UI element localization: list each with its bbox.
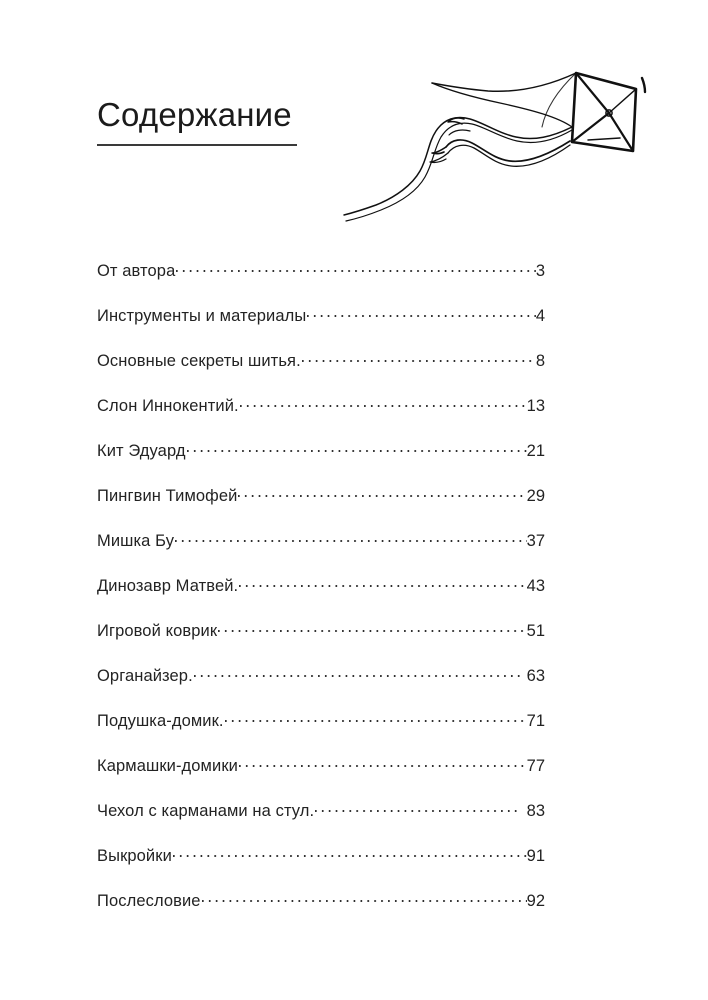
toc-entry-page-number: 77 — [526, 757, 545, 775]
toc-dot-leader — [173, 845, 527, 861]
toc-dot-leader — [194, 665, 520, 681]
toc-entry-page-number: 21 — [526, 442, 545, 460]
toc-dot-leader — [240, 395, 527, 411]
toc-entry-label: Чехол с карманами на стул. — [97, 802, 315, 820]
toc-entry-label: Динозавр Матвей. — [97, 577, 239, 595]
toc-dot-leader — [225, 710, 527, 726]
toc-entry[interactable] — [97, 654, 545, 699]
toc-dot-leader — [175, 530, 527, 546]
toc-entry-label: Инструменты и материалы — [97, 307, 307, 325]
toc-dot-leader — [239, 755, 527, 771]
toc-dot-leader — [302, 350, 536, 366]
toc-entry[interactable] — [97, 744, 545, 789]
toc-entry[interactable] — [97, 699, 545, 744]
toc-entry-label: От автора — [97, 262, 176, 280]
toc-entry-label: Кит Эдуард — [97, 442, 186, 460]
toc-entry[interactable] — [97, 834, 545, 879]
toc-entry[interactable] — [97, 249, 545, 294]
toc-entry[interactable] — [97, 429, 545, 474]
toc-entry-label: Послесловие — [97, 892, 201, 910]
toc-entry-label: Мишка Бу — [97, 532, 175, 550]
toc-entry[interactable] — [97, 294, 545, 339]
toc-entry[interactable] — [97, 609, 545, 654]
toc-entry-page-number: 51 — [526, 622, 545, 640]
toc-dot-leader — [239, 575, 526, 591]
toc-entry-page-number: 91 — [526, 847, 545, 865]
toc-entry[interactable] — [97, 339, 545, 384]
table-of-contents-list — [97, 249, 545, 924]
toc-entry-page-number: 63 — [526, 667, 545, 685]
toc-dot-leader — [218, 620, 526, 636]
toc-entry-label: Выкройки — [97, 847, 172, 865]
toc-entry[interactable] — [97, 879, 545, 924]
toc-entry-page-number: 8 — [535, 352, 545, 370]
toc-entry-label: Подушка-домик. — [97, 712, 224, 730]
toc-entry-page-number: 92 — [526, 892, 545, 910]
toc-entry[interactable] — [97, 474, 545, 519]
toc-entry-label: Основные секреты шитья. — [97, 352, 301, 370]
page-title-block — [97, 97, 517, 146]
toc-dot-leader — [238, 485, 526, 501]
toc-dot-leader — [307, 305, 535, 321]
toc-entry-page-number: 43 — [526, 577, 545, 595]
toc-entry[interactable] — [97, 564, 545, 609]
toc-entry-label: Органайзер. — [97, 667, 193, 685]
toc-entry-label: Кармашки-домики — [97, 757, 238, 775]
toc-entry-page-number: 83 — [526, 802, 545, 820]
toc-dot-leader — [315, 800, 519, 816]
toc-entry-page-number: 71 — [526, 712, 545, 730]
toc-entry-page-number: 37 — [526, 532, 545, 550]
toc-dot-leader — [176, 260, 535, 276]
toc-entry[interactable] — [97, 519, 545, 564]
toc-entry-label: Слон Иннокентий. — [97, 397, 239, 415]
toc-entry-label: Пингвин Тимофей — [97, 487, 238, 505]
toc-entry-label: Игровой коврик — [97, 622, 218, 640]
page-title: Содержание — [97, 96, 292, 133]
toc-entry-page-number: 13 — [526, 397, 545, 415]
toc-entry-page-number: 3 — [535, 262, 545, 280]
toc-entry-page-number: 29 — [526, 487, 545, 505]
toc-entry-page-number: 4 — [535, 307, 545, 325]
toc-entry[interactable] — [97, 789, 545, 834]
toc-dot-leader — [202, 890, 527, 906]
title-underline — [97, 144, 297, 146]
toc-dot-leader — [187, 440, 527, 456]
toc-entry[interactable] — [97, 384, 545, 429]
